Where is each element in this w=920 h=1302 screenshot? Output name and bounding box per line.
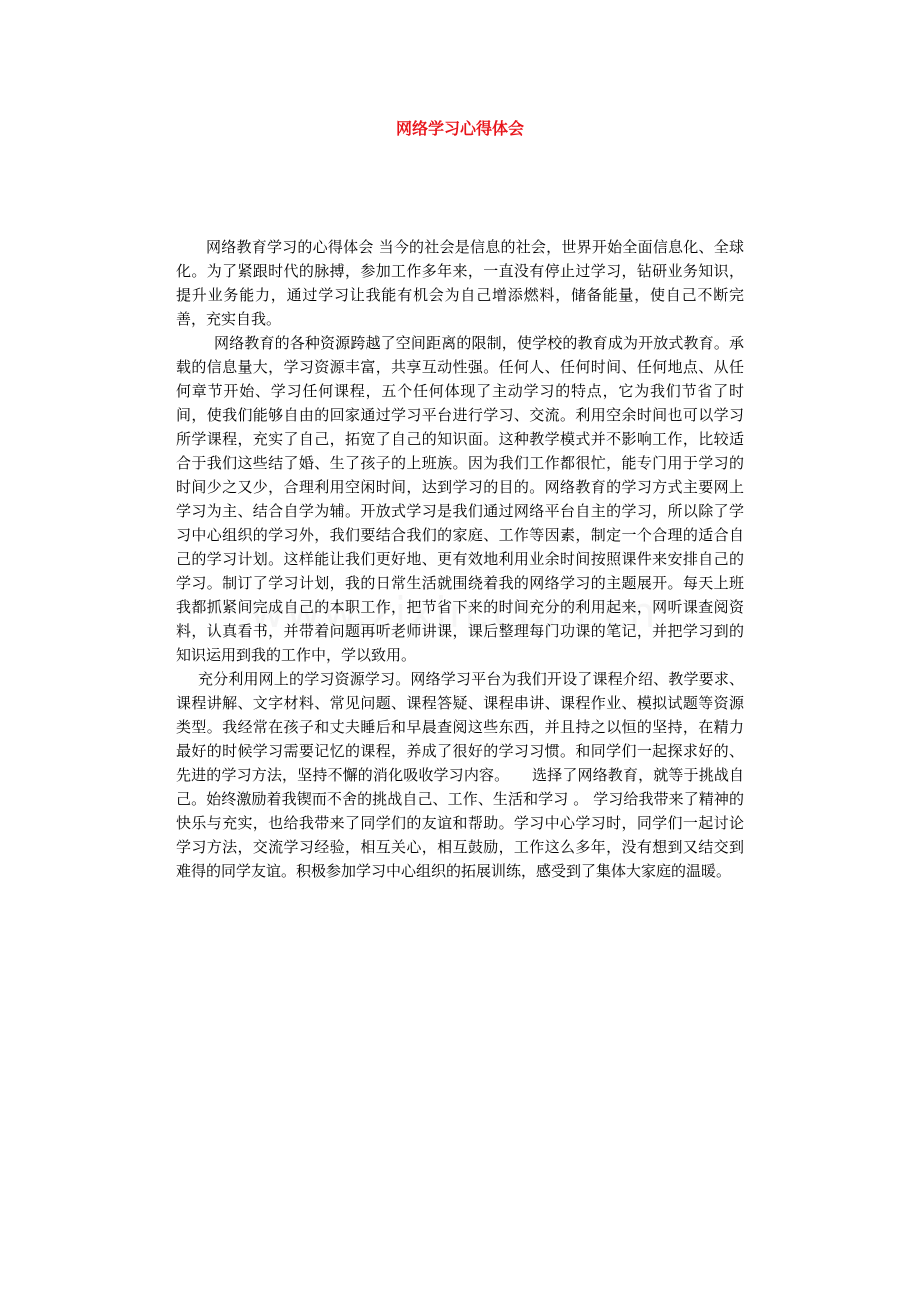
- paragraph-2: 网络教育的各种资源跨越了空间距离的限制，使学校的教育成为开放式教育。承载的信息量大，学习资源丰富，共享互动性强。任何人、任何时间、任何地点、从任何章节开始、学习任何课程，五个任何体现了主动学习的特点，它为我们节省了时间，使我们能够自由的回家通过学习平台进行学习、交流。利用空余时间也可以学习所学课程，充实了自己，拓宽了自己的知识面。这种教学模式并不影响工作，比较适合于我们这些结了婚、生了孩子的上班族。因为我们工作都很忙，能专门用于学习的时间少之又少，合理利用空闲时间，达到学习的目的。网络教育的学习方式主要网上学习为主、结合自学为辅。开放式学习是我们通过网络平台自主的学习，所以除了学习中心组织的学习外，我们要结合我们的家庭、工作等因素，制定一个合理的适合自己的学习计划。这样能让我们更好地、更有效地利用业余时间按照课件来安排自己的学习。制订了学习计划，我的日常生活就围绕着我的网络学习的主题展开。每天上班我都抓紧间完成自己的本职工作，把节省下来的时间充分的利用起来，网听课查阅资料，认真看书，并带着问题再听老师讲课，课后整理每门功课的笔记，并把学习到的知识运用到我的工作中，学以致用。: [176, 334, 744, 664]
- paragraph-1: 网络教育学习的心得体会 当今的社会是信息的社会，世界开始全面信息化、全球化。为了紧跟时代的脉搏，参加工作多年来，一直没有停止过学习，钻研业务知识，提升业务能力，通过学习让我能有机会为自己增添燃料，储备能量，使自己不断完善，充实自我。: [176, 238, 744, 328]
- document-body: [176, 235, 744, 883]
- document-title: 网络学习心得体会: [395, 119, 524, 138]
- paragraph-3: 充分利用网上的学习资源学习。网络学习平台为我们开设了课程介绍、教学要求、课程讲解、文字材料、常见问题、课程答疑、课程串讲、课程作业、模拟试题等资源类型。我经常在孩子和丈夫睡后和早晨查阅这些东西，并且持之以恒的坚持，在精力最好的时候学习需要记忆的课程，养成了很好的学习习惯。和同学们一起探求好的、先进的学习方法，坚持不懈的消化吸收学习内容。 选择了网络教育，就等于挑战自己。始终激励着我锲而不舍的挑战自己、工作、生活和学习 。 学习给我带来了精神的快乐与充实，也给我带来了同学们的友谊和帮助。学习中心学习时，同学们一起讨论学习方法，交流学习经验，相互关心，相互鼓励，工作这么多年，没有想到又结交到难得的同学友谊。积极参加学习中心组织的拓展训练，感受到了集体大家庭的温暖。: [176, 670, 744, 880]
